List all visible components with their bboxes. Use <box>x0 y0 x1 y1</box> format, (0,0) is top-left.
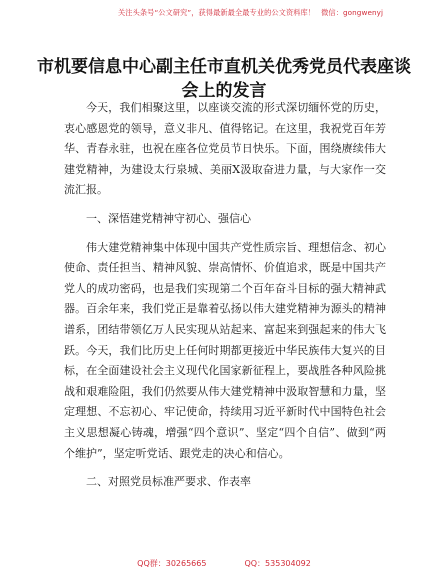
section-heading-1: 一、深悟建党精神守初心、强信心 <box>86 211 251 225</box>
header-notice-text: 关注头条号“公文研究”，获得最新最全最专业的公文资料库！ <box>118 8 316 17</box>
paragraph-body-1: 伟大建党精神集中体现中国共产党性质宗旨、理想信念、初心使命、责任担当、精神风貌、崇高情怀、价值追求，既是中国共产党人的成功密码，也是我们实现第二个百年奋斗目标的强大精神武器。百余年来，我们党正是靠着弘扬以伟大建党精神为源头的精神谱系，团结带领亿万人民实现从站起来、富起来到强起来的伟大飞跃。今天，我们比历史上任何时期都更接近中华民族伟大复兴的目标，在全面建设社会主义现代化国家新征程上，要战胜各种风险挑战和艰难险阻，我们仍然要从伟大建党精神中汲取智慧和力量，坚定理想、不忘初心、牢记使命，持续用习近平新时代中国特色社会主义思想凝心铸魂，增强“四个意识”、坚定“四个自信”、做到“两个维护”，坚定听党话、跟党走的决心和信心。 <box>64 240 386 460</box>
header-wechat: 微信：gongwenyj <box>321 8 384 17</box>
footer-contact <box>0 558 448 569</box>
header-notice <box>118 8 428 18</box>
paragraph-intro: 今天，我们相聚这里，以座谈交流的形式深切缅怀党的历史，衷心感恩党的领导，意义非凡、值得铭记。在这里，我祝党百年芳华、青春永驻，也祝在座各位党员节日快乐。下面，围绕赓续伟大建党精神，为建设太行泉城、美丽Ⅹ汲取奋进力量，与大家作一交流汇报。 <box>64 101 386 197</box>
section-heading-2: 二、对照党员标准严要求、作表率 <box>86 475 251 489</box>
document-body <box>64 98 386 501</box>
document-title: 市机要信息中心副主任市直机关优秀党员代表座谈会上的发言 <box>37 57 411 101</box>
footer-qq-group: QQ群：30265665 <box>137 559 207 568</box>
footer-qq: QQ：535304092 <box>244 559 311 568</box>
